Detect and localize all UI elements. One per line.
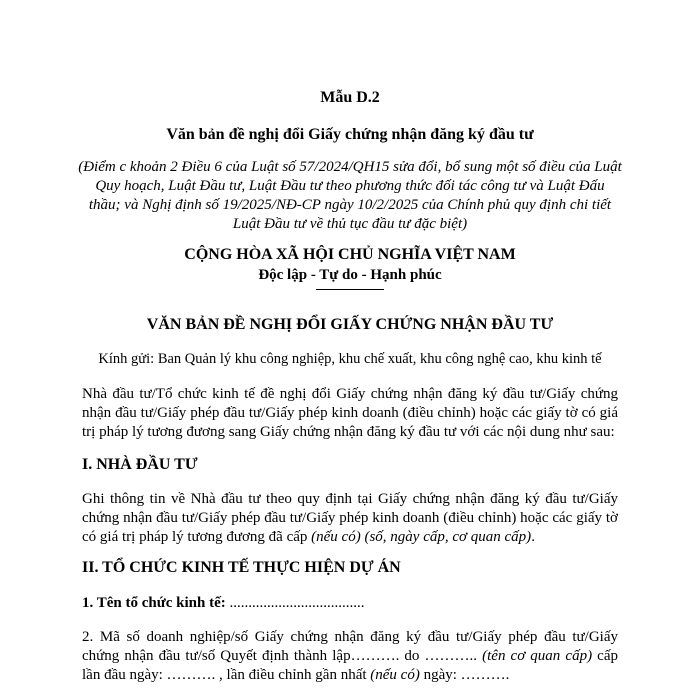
section-1-text-italic: (nếu có) (số, ngày cấp, cơ quan cấp) (311, 529, 532, 545)
motto-divider (316, 289, 384, 290)
enterprise-code-paragraph (82, 628, 618, 685)
enterprise-code-part1: 2. Mã số doanh nghiệp/số Giấy chứng nhận đăng ký đầu tư/Giấy phép đầu tư/Giấy chứng nhận đầu tư/số Quyết định thành lập………. do ……….. (82, 629, 618, 664)
section-2-heading: II. TỔ CHỨC KINH TẾ THỰC HIỆN DỰ ÁN (82, 559, 401, 576)
national-motto: Độc lập - Tự do - Hạnh phúc (258, 267, 442, 283)
enterprise-code-part3: ngày: ………. (419, 667, 510, 683)
economic-org-name-line (82, 594, 618, 613)
legal-basis: (Điểm c khoản 2 Điều 6 của Luật số 57/2024/QH15 sửa đổi, bổ sung một số điều của Luật Quy hoạch, Luật Đầu tư, Luật Đầu tư theo phương thức đối tác công tư và Luật Đấu thầu; và Nghị định số 19/2025/NĐ-CP ngày 10/2/2025 của Chính phủ quy định chi tiết Luật Đầu tư về thủ tục đầu tư đặc biệt) (78, 159, 622, 232)
section-1-text (82, 490, 618, 547)
form-title: Văn bản đề nghị đổi Giấy chứng nhận đăng ký đầu tư (166, 126, 534, 143)
national-title: CỘNG HÒA XÃ HỘI CHỦ NGHĨA VIỆT NAM (184, 246, 516, 263)
enterprise-code-part2: cấp lần đầu ngày: ………. , lần điều chỉnh gần nhất (82, 648, 618, 683)
recipient-line: Kính gửi: Ban Quản lý khu công nghiệp, khu chế xuất, khu công nghệ cao, khu kinh tế (98, 351, 602, 367)
intro-paragraph: Nhà đầu tư/Tổ chức kinh tế đề nghị đổi Giấy chứng nhận đăng ký đầu tư/Giấy chứng nhận đầu tư/Giấy phép đầu tư/Giấy phép kinh doanh (điều chỉnh) hoặc các giấy tờ có giá trị pháp lý tương đương sang Giấy chứng nhận đăng ký đầu tư với các nội dung như sau: (82, 386, 618, 440)
document-title: VĂN BẢN ĐỀ NGHỊ ĐỔI GIẤY CHỨNG NHẬN ĐẦU TƯ (146, 316, 554, 333)
issuing-agency-note: (tên cơ quan cấp) (482, 648, 593, 664)
section-1-heading: I. NHÀ ĐẦU TƯ (82, 456, 198, 473)
section-1-text-end: . (531, 529, 535, 545)
section-1-text-main: Ghi thông tin về Nhà đầu tư theo quy định tại Giấy chứng nhận đăng ký đầu tư/Giấy chứng nhận đầu tư/Giấy phép đầu tư/Giấy phép kinh doanh (điều chỉnh) hoặc các giấy tờ có giá trị pháp lý tương đương đã cấp (82, 491, 618, 545)
economic-org-name-value: .................................... (225, 595, 365, 611)
form-code: Mẫu D.2 (320, 89, 380, 106)
if-any-note: (nếu có) (370, 667, 420, 683)
economic-org-name-label: 1. Tên tổ chức kinh tế: (82, 595, 226, 611)
